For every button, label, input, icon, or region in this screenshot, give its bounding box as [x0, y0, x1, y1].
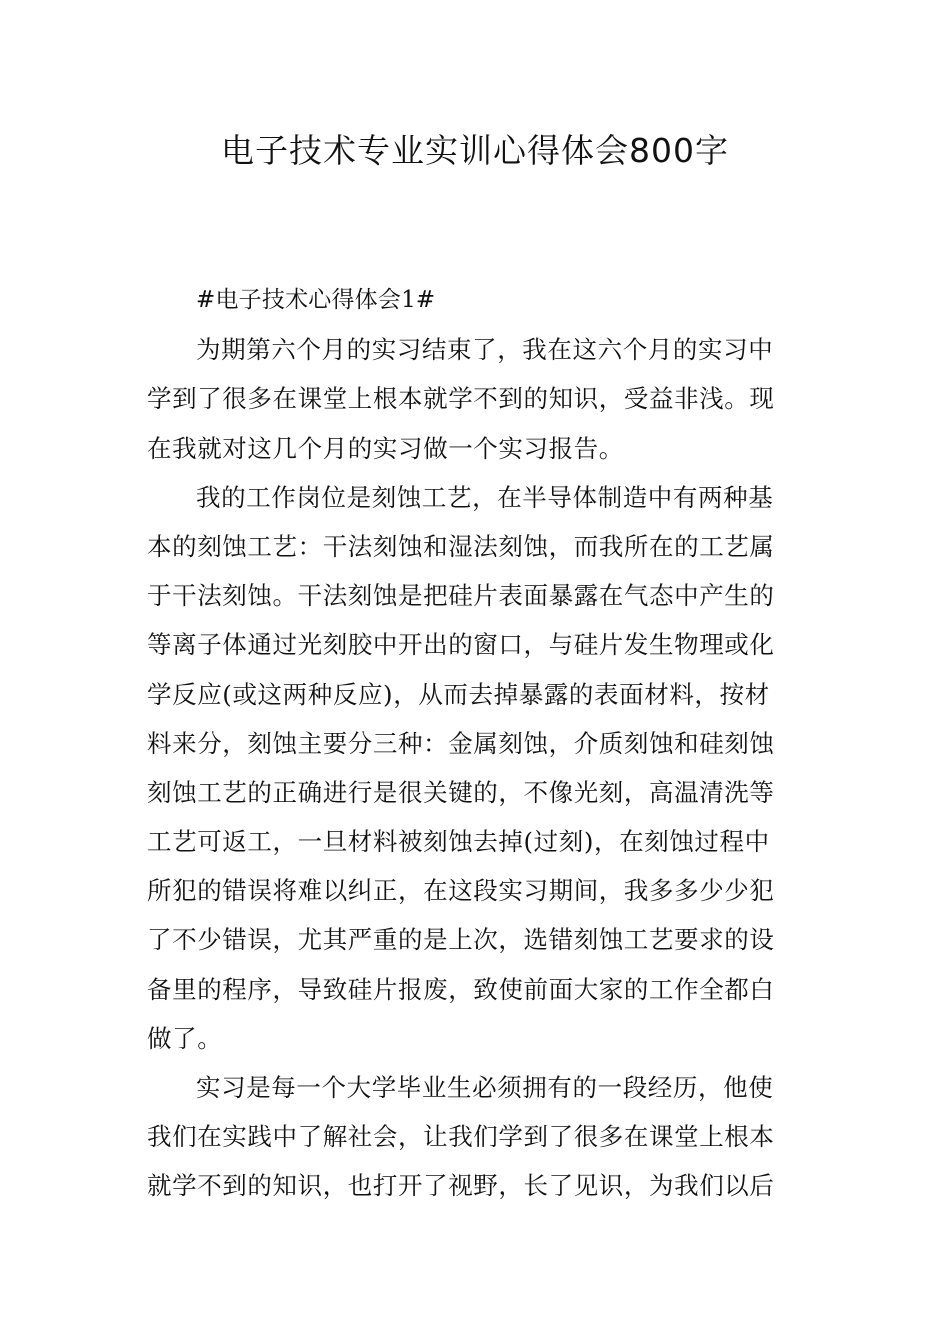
paragraph-line: 就学不到的知识，也打开了视野，长了见识，为我们以后 — [147, 1171, 775, 1201]
paragraph-line: 学到了很多在课堂上根本就学不到的知识，受益非浅。现 — [147, 384, 775, 414]
paragraph-line: 刻蚀工艺的正确进行是很关键的，不像光刻，高温清洗等 — [147, 777, 775, 807]
paragraph-line: 等离子体通过光刻胶中开出的窗口，与硅片发生物理或化 — [147, 630, 775, 660]
paragraph-line: 我们在实践中了解社会，让我们学到了很多在课堂上根本 — [147, 1122, 775, 1152]
paragraph-1 — [147, 325, 807, 473]
paragraph-line: 实习是每一个大学毕业生必须拥有的一段经历，他使 — [196, 1073, 774, 1102]
paragraph-line: 我的工作岗位是刻蚀工艺，在半导体制造中有两种基 — [196, 482, 774, 512]
paragraph-line: 做了。 — [147, 1023, 223, 1053]
paragraph-line: 料来分，刻蚀主要分三种：金属刻蚀，介质刻蚀和硅刻蚀 — [147, 728, 775, 758]
document-title: 电子技术专业实训心得体会800字 — [221, 131, 729, 170]
document-body — [147, 276, 807, 1211]
paragraph-line: 学反应(或这两种反应)，从而去掉暴露的表面材料，按材 — [147, 679, 770, 709]
paragraph-line: 了不少错误，尤其严重的是上次，选错刻蚀工艺要求的设 — [147, 925, 775, 955]
paragraph-line: 所犯的错误将难以纠正，在这段实习期间，我多多少少犯 — [147, 876, 775, 906]
paragraph-line: 于干法刻蚀。干法刻蚀是把硅片表面暴露在气态中产生的 — [147, 581, 775, 611]
paragraph-line: 备里的程序，导致硅片报废，致使前面大家的工作全都白 — [147, 974, 775, 1004]
paragraph-line: 工艺可返工，一旦材料被刻蚀去掉(过刻)，在刻蚀过程中 — [147, 827, 770, 857]
paragraph-line: 为期第六个月的实习结束了，我在这六个月的实习中 — [196, 335, 774, 365]
paragraph-2 — [147, 473, 807, 1063]
section-heading: #电子技术心得体会1# — [196, 287, 436, 313]
paragraph-line: 本的刻蚀工艺：干法刻蚀和湿法刻蚀，而我所在的工艺属 — [147, 531, 775, 561]
paragraph-line: 在我就对这几个月的实习做一个实习报告。 — [147, 433, 624, 463]
paragraph-3 — [147, 1063, 807, 1211]
